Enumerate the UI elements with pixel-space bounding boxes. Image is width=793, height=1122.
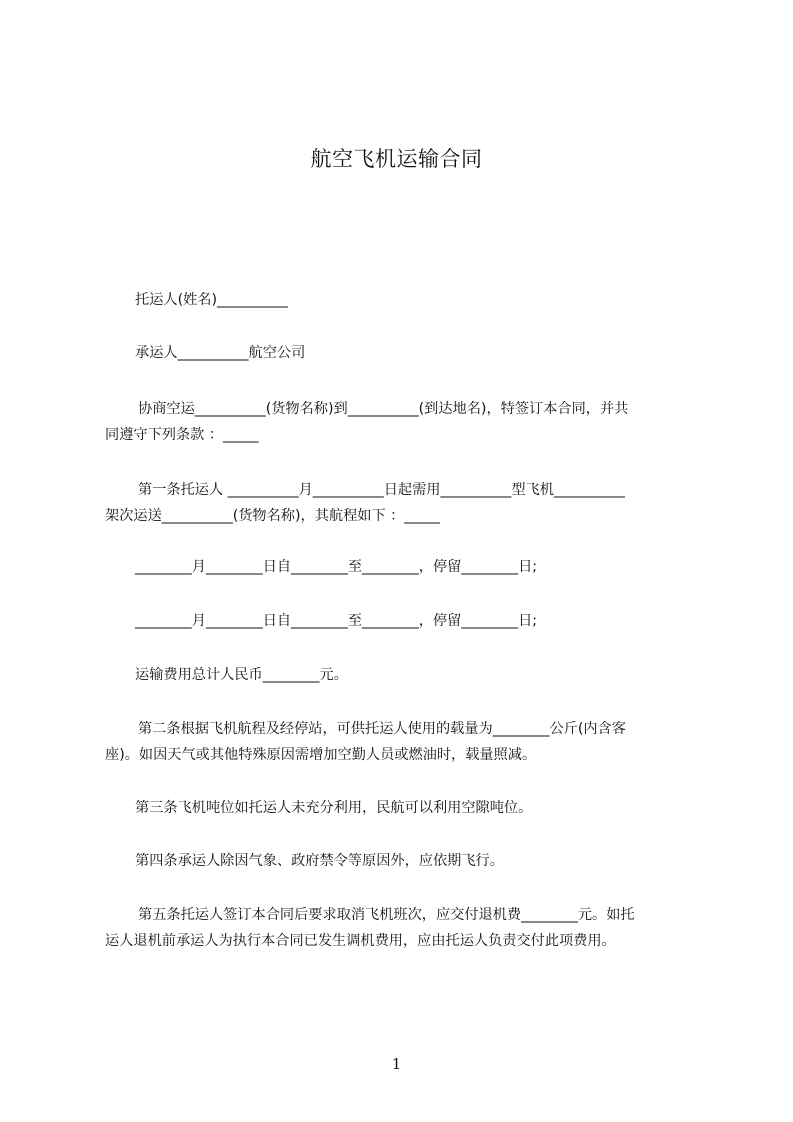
- page-number: 1: [391, 1055, 402, 1073]
- article-5-line1: 第五条托运人签订本合同后要求取消飞机班次，应交付退机费________元。如托: [138, 907, 635, 923]
- paragraph-shipper: 托运人(姓名)__________: [135, 292, 288, 308]
- paragraph-carrier: 承运人__________航空公司: [135, 345, 306, 361]
- paragraph-agreement-line1: 协商空运__________(货物名称)到__________(到达地名)，特签订本合同，并共: [138, 401, 629, 417]
- article-5-line2: 运人退机前承运人为执行本合同已发生调机费用，应由托运人负责交付此项费用。: [105, 933, 616, 949]
- document-title: 航空飞机运输合同: [310, 147, 483, 171]
- transport-fee: 运输费用总计人民币________元。: [135, 667, 348, 683]
- route-line-2: ________月________日自________至________，停留________日;: [135, 613, 538, 629]
- route-line-1: ________月________日自________至________，停留________日;: [135, 559, 538, 575]
- article-4: 第四条承运人除因气象、政府禁令等原因外，应依期飞行。: [135, 853, 504, 869]
- paragraph-agreement-line2: 同遵守下列条款 ：_____: [105, 427, 259, 443]
- article-1-line1: 第一条托运人 __________月__________日起需用__________型飞机__________: [138, 482, 625, 498]
- article-2-line2: 座)。如因天气或其他特殊原因需增加空勤人员或燃油时，载量照减。: [105, 747, 537, 763]
- article-2-line1: 第二条根据飞机航程及经停站，可供托运人使用的载量为________公斤(内含客: [138, 721, 626, 737]
- article-3: 第三条飞机吨位如托运人未充分利用，民航可以利用空隙吨位。: [135, 800, 533, 816]
- article-1-line2: 架次运送__________(货物名称)，其航程如下 ：_____: [105, 508, 440, 524]
